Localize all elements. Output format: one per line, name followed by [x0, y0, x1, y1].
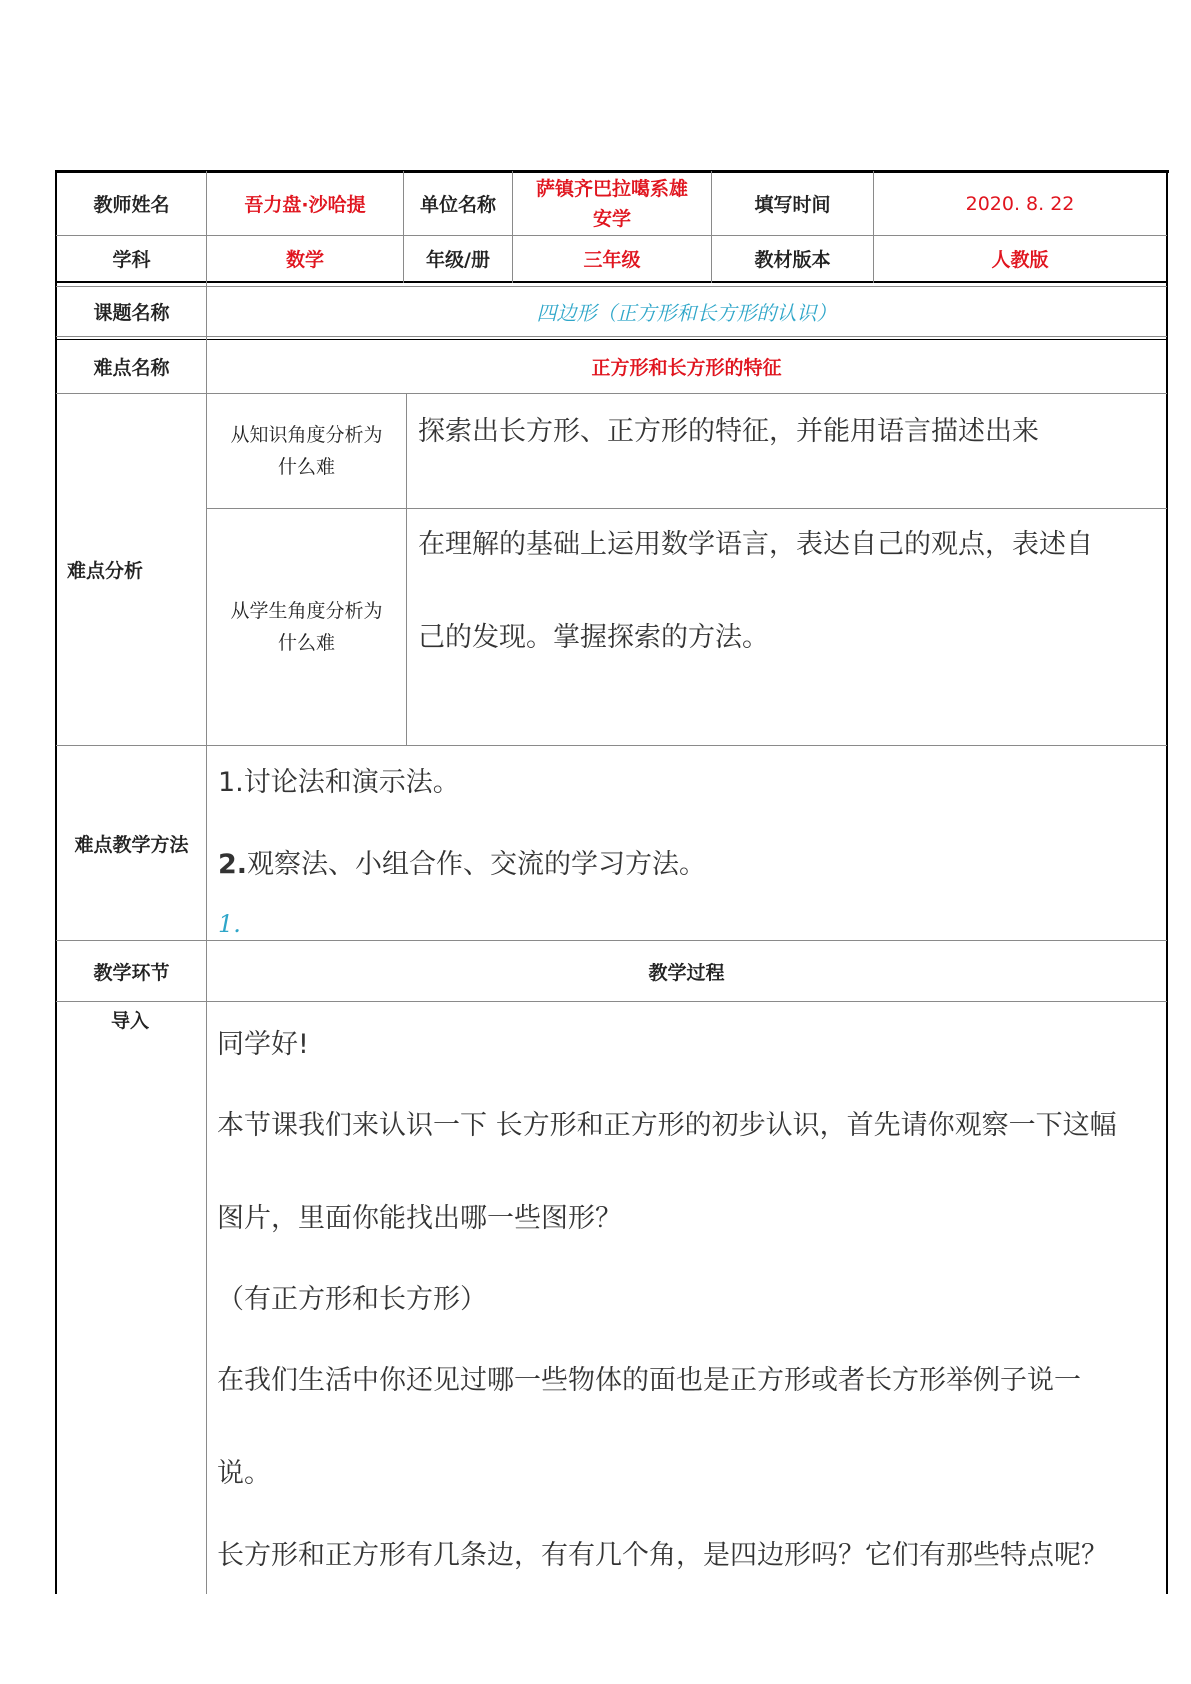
- knowledge-angle-line1: 从知识角度分析为: [230, 424, 383, 446]
- analysis-label: 难点分析: [67, 560, 144, 582]
- difficulty-value: 正方形和长方形的特征: [591, 357, 782, 379]
- intro-stage-label: 导入: [111, 1010, 150, 1032]
- unit-name-line1: 萨镇齐巴拉噶系雄: [535, 177, 688, 200]
- knowledge-angle-text: 探索出长方形、正方形的特征，并能用语言描述出来: [418, 416, 1039, 447]
- subject-value: 数学: [285, 249, 324, 271]
- method-item-2-text: 观察法、小组合作、交流的学习方法。: [247, 849, 707, 880]
- teacher-name-label: 教师姓名: [93, 194, 170, 216]
- grade-value: 三年级: [583, 249, 641, 271]
- method-item-2: [218, 842, 706, 881]
- unit-name-value: [513, 172, 711, 235]
- method-label: 难点教学方法: [74, 833, 189, 856]
- method-item-3: 1.: [218, 910, 241, 938]
- stage-header: 教学环节: [93, 961, 170, 984]
- teacher-name-value: 吾力盘·沙哈提: [244, 194, 366, 216]
- intro-line-2: 本节课我们来认识一下 长方形和正方形的初步认识，首先请你观察一下这幅: [217, 1110, 1117, 1141]
- subject-label: 学科: [112, 249, 151, 271]
- topic-value: 四边形（正方形和长方形的认识）: [536, 301, 837, 325]
- intro-line-4: （有正方形和长方形）: [217, 1284, 487, 1315]
- unit-name-line2: 安学: [592, 207, 631, 230]
- student-angle-label: [207, 509, 406, 745]
- difficulty-label: 难点名称: [93, 357, 170, 379]
- intro-line-5: 在我们生活中你还见过哪一些物体的面也是正方形或者长方形举例子说一: [217, 1365, 1081, 1396]
- knowledge-angle-line2: 什么难: [277, 456, 335, 478]
- edition-value: 人教版: [991, 249, 1049, 271]
- process-header: 教学过程: [648, 961, 725, 984]
- edition-label: 教材版本: [754, 249, 831, 271]
- grade-label: 年级/册: [426, 249, 490, 271]
- fill-date-value: 2020. 8. 22: [965, 192, 1075, 215]
- student-angle-line1: 从学生角度分析为: [230, 600, 383, 622]
- method-item-1: 1.讨论法和演示法。: [218, 767, 460, 798]
- knowledge-angle-label: [207, 394, 406, 508]
- intro-line-7: 长方形和正方形有几条边，有有几个角，是四边形吗？它们有那些特点呢？: [217, 1540, 1108, 1571]
- method-item-2-number: 2.: [218, 849, 248, 880]
- student-angle-text-line1: 在理解的基础上运用数学语言，表达自己的观点，表述自: [418, 529, 1093, 560]
- unit-name-label: 单位名称: [419, 194, 496, 216]
- student-angle-line2: 什么难: [277, 632, 335, 654]
- student-angle-text-line2: 己的发现。掌握探索的方法。: [418, 622, 769, 653]
- intro-line-1: 同学好!: [217, 1029, 309, 1060]
- intro-line-6: 说。: [217, 1458, 271, 1489]
- fill-date-label: 填写时间: [754, 194, 831, 216]
- intro-line-3: 图片，里面你能找出哪一些图形？: [217, 1203, 622, 1234]
- topic-label: 课题名称: [93, 302, 170, 324]
